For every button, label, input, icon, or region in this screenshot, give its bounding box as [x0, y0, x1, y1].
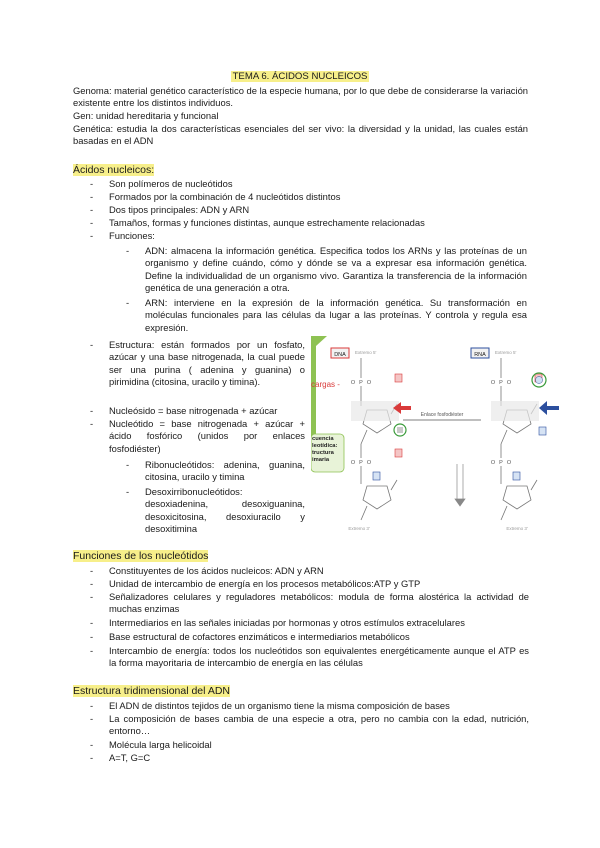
rna-label: RNA [474, 352, 486, 358]
svg-text:O: O [490, 380, 496, 386]
list-item: - La composición de bases cambia de una especie a otra, pero no cambia con la edad, nutrición, entorno… [90, 713, 529, 737]
svg-text:P: P [499, 380, 503, 386]
extremo-3-right: Extremo 3' [506, 526, 528, 531]
list-item: - Tamaños, formas y funciones distintas, aunque estrechamente relacionadas [90, 217, 425, 228]
svg-text:O: O [366, 380, 372, 386]
svg-text:O: O [490, 460, 496, 466]
svg-text:P: P [499, 460, 503, 466]
section-heading-acidos: Ácidos nucleicos: [73, 164, 155, 176]
green-margin-bar [311, 336, 316, 448]
list-item: - A=T, G=C [90, 752, 151, 763]
secuencia-label-container [312, 436, 344, 472]
list-item: - Intermediarios en las señales iniciadas por hormonas y otros estímulos extracelulares [90, 617, 465, 628]
adn-function: - ADN: almacena la información genética. Especifica todos los ARNs y las proteínas de un organismo y define cuándo, cómo y dónde se va a expresar esa información genética. Define la individualidad de un organismo vivo. Garantiza la transferencia de la información genética de una generación a otra. [126, 245, 527, 294]
list-item: - Funciones: [90, 230, 155, 241]
list-item: - Unidad de intercambio de energía en los procesos metabólicos:ATP y GTP [90, 578, 421, 589]
svg-text:O: O [366, 460, 372, 466]
base-c-box [373, 472, 380, 480]
list-item: - Intercambio de energía: todos los nucleótidos son equivalentes energéticamente aunque el ATP es la forma mayoritaria de intercambio de energía en las células [90, 645, 529, 669]
list-item: - Constituyentes de los ácidos nucleicos: ADN y ARN [90, 565, 324, 576]
list-item: - Molécula larga helicoidal [90, 739, 212, 750]
list-item: - Base estructural de cofactores enzimáticos e intermediarios metabólicos [90, 631, 410, 642]
estructura-item: - Estructura: están formados por un fosfato, azúcar y una base nitrogenada, la cual puede ser una purina ( adenina y guanina) o pirimidina (citosina, uracilo y timina). [90, 339, 305, 388]
extremo-5-right: Extremo 5' [495, 350, 517, 355]
list-item: - Formados por la combinación de 4 nucleótidos distintos [90, 191, 341, 202]
svg-text:P: P [359, 460, 363, 466]
base-t-box [395, 449, 402, 457]
extremo-3-left: Extremo 3' [348, 526, 370, 531]
genetica-definition: Genética: estudia la dos características esenciales del ser vivo: la diversidad y la unidad, las cuales están basadas en el ADN [73, 123, 528, 147]
base-a-box [395, 374, 402, 382]
dna-label: DNA [334, 352, 346, 358]
dna-rna-structure-figure [311, 334, 561, 534]
section-heading-funciones: Funciones de los nucleótidos [73, 550, 209, 562]
svg-text:O: O [506, 460, 512, 466]
ribonucleotidos-item: - Ribonucleótidos: adenina, guanina, citosina, uracilo y timina [126, 459, 305, 483]
extremo-5-left: Extremo 5' [355, 350, 377, 355]
list-item: - Señalizadores celulares y reguladores metabólicos: modula de forma alostérica la actividad de muchas enzimas [90, 591, 529, 615]
dna-sugar-highlight [351, 401, 399, 421]
cargas-label: cargas - [311, 380, 340, 389]
rna-base-u-box [539, 427, 546, 435]
nucleic-acid-diagram [311, 334, 561, 534]
svg-text:O: O [350, 460, 356, 466]
rna-sugar-highlight [491, 401, 539, 421]
rna-green-circle-inner [536, 377, 543, 384]
arn-function: - ARN: interviene en la expresión de la información genética. Su transformación en moléculas funcionales para las células da lugar a las proteínas. Y controla y regula esa expresión. [126, 297, 527, 333]
list-item: - Dos tipos principales: ADN y ARN [90, 204, 250, 215]
rna-base-c-box [513, 472, 520, 480]
svg-text:P: P [359, 380, 363, 386]
desoxirribonucleotidos-item: - Desoxirribonucleótidos: desoxiadenina, desoxiguanina, desoxicitosina, desoxiuracilo y desoxitimina [126, 486, 305, 535]
green-circle-inner [397, 427, 403, 433]
svg-text:O: O [350, 380, 356, 386]
page-title: TEMA 6. ÁCIDOS NUCLEICOS [232, 71, 368, 82]
section-heading-estructura: Estructura tridimensional del ADN [73, 685, 230, 697]
gen-definition: Gen: unidad hereditaria y funcional [73, 110, 219, 121]
svg-text:O: O [506, 380, 512, 386]
genoma-definition: Genoma: material genético característico de la especie humana, por lo que debe de considerarse la variación existente entre los distintos individuos. [73, 85, 528, 109]
secuencia-label: cuencia leotídica: tructura imaria [312, 436, 338, 463]
enlace-label: Enlace fosfodiéster [420, 412, 464, 418]
nucleotido-item: - Nucleótido = base nitrogenada + azúcar + ácido fosfórico (unidos por enlaces fosfodiéster) [90, 418, 305, 454]
list-item: - Son polímeros de nucleótidos [90, 178, 233, 189]
nucleosido-item: - Nucleósido = base nitrogenada + azúcar [90, 405, 278, 416]
list-item: - El ADN de distintos tejidos de un organismo tiene la misma composición de bases [90, 700, 450, 711]
